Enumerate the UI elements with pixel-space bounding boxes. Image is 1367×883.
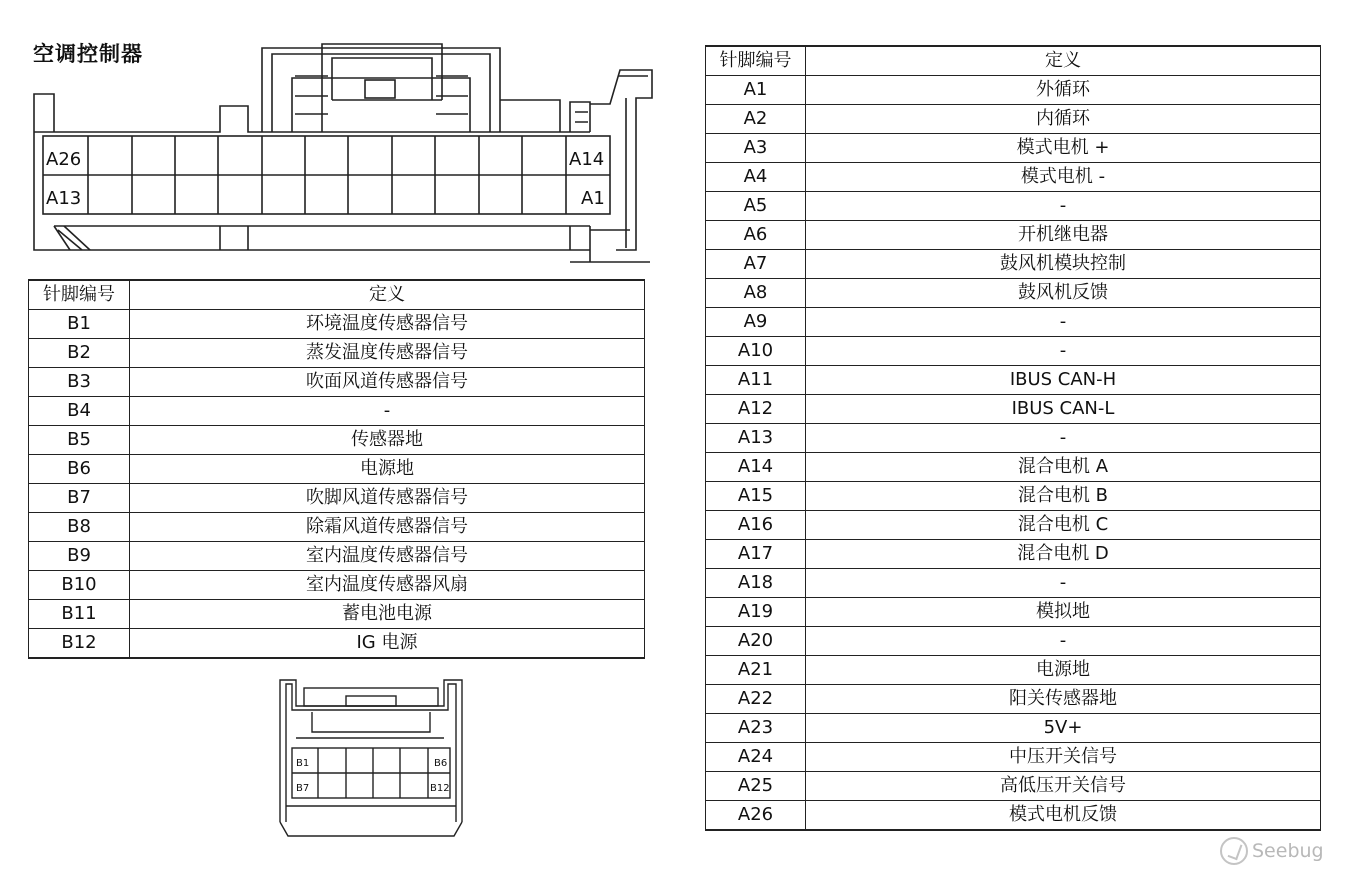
pin-number-cell: A17 — [706, 540, 806, 569]
table-row — [706, 540, 1321, 569]
pin-definition-cell: - — [130, 397, 645, 426]
page-title: 空调控制器 — [33, 42, 143, 66]
pin-definition-cell: 鼓风机模块控制 — [806, 250, 1321, 279]
table-row — [706, 134, 1321, 163]
pin-definition-cell: 开机继电器 — [806, 221, 1321, 250]
pin-definition-cell: 阳关传感器地 — [806, 685, 1321, 714]
pin-number-cell: A5 — [706, 192, 806, 221]
pin-definition-cell: 吹脚风道传感器信号 — [130, 484, 645, 513]
pin-label-a1: A1 — [581, 188, 605, 209]
pin-number-header: 针脚编号 — [706, 46, 806, 76]
table-row — [706, 598, 1321, 627]
pin-number-cell: A21 — [706, 656, 806, 685]
pin-number-cell: B1 — [29, 310, 130, 339]
table-row — [29, 426, 645, 455]
seebug-logo-icon — [1220, 837, 1248, 865]
pin-definition-cell: 模拟地 — [806, 598, 1321, 627]
pin-definition-cell: - — [806, 308, 1321, 337]
pin-number-cell: A19 — [706, 598, 806, 627]
table-row — [29, 600, 645, 629]
pin-definition-cell: IBUS CAN-L — [806, 395, 1321, 424]
table-row — [706, 627, 1321, 656]
pin-number-cell: A24 — [706, 743, 806, 772]
pin-number-cell: A2 — [706, 105, 806, 134]
pin-label-b1: B1 — [296, 758, 310, 769]
pin-number-cell: B7 — [29, 484, 130, 513]
table-row — [706, 714, 1321, 743]
pin-label-a26: A26 — [46, 149, 82, 170]
pin-number-cell: B11 — [29, 600, 130, 629]
pin-definition-cell: - — [806, 337, 1321, 366]
pin-number-cell: A7 — [706, 250, 806, 279]
pin-number-cell: A15 — [706, 482, 806, 511]
table-row — [706, 801, 1321, 831]
pin-definition-cell: - — [806, 192, 1321, 221]
pin-definition-cell: 吹面风道传感器信号 — [130, 368, 645, 397]
pin-definition-cell: 环境温度传感器信号 — [130, 310, 645, 339]
pin-number-cell: B5 — [29, 426, 130, 455]
pin-definition-cell: 模式电机 + — [806, 134, 1321, 163]
pin-definition-cell: 混合电机 A — [806, 453, 1321, 482]
table-row — [706, 192, 1321, 221]
pin-definition-cell: 混合电机 B — [806, 482, 1321, 511]
pin-table-a — [705, 45, 1321, 831]
table-row — [29, 542, 645, 571]
definition-header: 定义 — [806, 46, 1321, 76]
table-row — [29, 397, 645, 426]
pin-number-cell: A9 — [706, 308, 806, 337]
table-row — [706, 308, 1321, 337]
table-row — [706, 337, 1321, 366]
connector-b-diagram — [276, 676, 466, 846]
pin-label-a13: A13 — [46, 188, 82, 209]
pin-number-cell: A23 — [706, 714, 806, 743]
pin-definition-cell: 蓄电池电源 — [130, 600, 645, 629]
pin-number-cell: B8 — [29, 513, 130, 542]
table-row — [706, 453, 1321, 482]
pin-definition-cell: 电源地 — [806, 656, 1321, 685]
pin-number-cell: A8 — [706, 279, 806, 308]
pin-label-b6: B6 — [434, 758, 448, 769]
table-row — [706, 743, 1321, 772]
pin-definition-cell: 室内温度传感器信号 — [130, 542, 645, 571]
table-row — [706, 656, 1321, 685]
table-row — [706, 511, 1321, 540]
pin-number-cell: A4 — [706, 163, 806, 192]
pin-definition-cell: 鼓风机反馈 — [806, 279, 1321, 308]
pin-definition-cell: - — [806, 569, 1321, 598]
pin-definition-cell: 高低压开关信号 — [806, 772, 1321, 801]
table-row — [706, 569, 1321, 598]
pin-definition-cell: IG 电源 — [130, 629, 645, 659]
pin-number-cell: A16 — [706, 511, 806, 540]
table-row — [29, 571, 645, 600]
watermark — [1220, 837, 1324, 865]
pin-number-cell: A22 — [706, 685, 806, 714]
pin-definition-cell: 混合电机 D — [806, 540, 1321, 569]
pin-number-cell: A18 — [706, 569, 806, 598]
pin-number-header: 针脚编号 — [29, 280, 130, 310]
pin-number-cell: B2 — [29, 339, 130, 368]
table-row — [706, 395, 1321, 424]
pin-definition-cell: - — [806, 424, 1321, 453]
table-row — [29, 629, 645, 659]
pin-number-cell: A11 — [706, 366, 806, 395]
table-row — [706, 685, 1321, 714]
pin-definition-cell: 混合电机 C — [806, 511, 1321, 540]
table-row — [29, 310, 645, 339]
table-row — [706, 163, 1321, 192]
pin-table-b — [28, 279, 645, 659]
pin-definition-cell: IBUS CAN-H — [806, 366, 1321, 395]
pin-number-cell: A6 — [706, 221, 806, 250]
pin-number-cell: B12 — [29, 629, 130, 659]
table-row — [706, 424, 1321, 453]
pin-label-a14: A14 — [569, 149, 605, 170]
pin-number-cell: A10 — [706, 337, 806, 366]
table-row — [706, 772, 1321, 801]
pin-definition-cell: 模式电机反馈 — [806, 801, 1321, 831]
pin-label-b12: B12 — [430, 783, 450, 794]
table-row — [29, 513, 645, 542]
pin-definition-cell: 模式电机 - — [806, 163, 1321, 192]
pin-definition-cell: 外循环 — [806, 76, 1321, 105]
pin-number-cell: A26 — [706, 801, 806, 831]
table-a-header-row — [706, 46, 1321, 76]
pin-definition-cell: 内循环 — [806, 105, 1321, 134]
table-row — [706, 105, 1321, 134]
pin-definition-cell: 中压开关信号 — [806, 743, 1321, 772]
table-row — [706, 76, 1321, 105]
pin-definition-cell: 除霜风道传感器信号 — [130, 513, 645, 542]
pin-definition-cell: 电源地 — [130, 455, 645, 484]
pin-number-cell: A13 — [706, 424, 806, 453]
table-row — [706, 482, 1321, 511]
table-row — [706, 250, 1321, 279]
table-row — [706, 279, 1321, 308]
pin-definition-cell: - — [806, 627, 1321, 656]
table-row — [29, 455, 645, 484]
pin-number-cell: A3 — [706, 134, 806, 163]
pin-number-cell: B10 — [29, 571, 130, 600]
table-row — [706, 366, 1321, 395]
pin-number-cell: A14 — [706, 453, 806, 482]
pin-number-cell: B9 — [29, 542, 130, 571]
watermark-text: Seebug — [1252, 840, 1324, 862]
table-b-header-row — [29, 280, 645, 310]
table-row — [29, 484, 645, 513]
table-row — [29, 339, 645, 368]
pin-label-b7: B7 — [296, 783, 310, 794]
connector-a-diagram — [30, 40, 655, 265]
table-row — [29, 368, 645, 397]
pin-definition-cell: 室内温度传感器风扇 — [130, 571, 645, 600]
pin-definition-cell: 传感器地 — [130, 426, 645, 455]
pin-number-cell: A20 — [706, 627, 806, 656]
pin-definition-cell: 5V+ — [806, 714, 1321, 743]
pin-number-cell: B6 — [29, 455, 130, 484]
pin-number-cell: B4 — [29, 397, 130, 426]
pin-number-cell: A25 — [706, 772, 806, 801]
table-row — [706, 221, 1321, 250]
pin-definition-cell: 蒸发温度传感器信号 — [130, 339, 645, 368]
definition-header: 定义 — [130, 280, 645, 310]
pin-number-cell: A12 — [706, 395, 806, 424]
pin-number-cell: B3 — [29, 368, 130, 397]
pin-number-cell: A1 — [706, 76, 806, 105]
